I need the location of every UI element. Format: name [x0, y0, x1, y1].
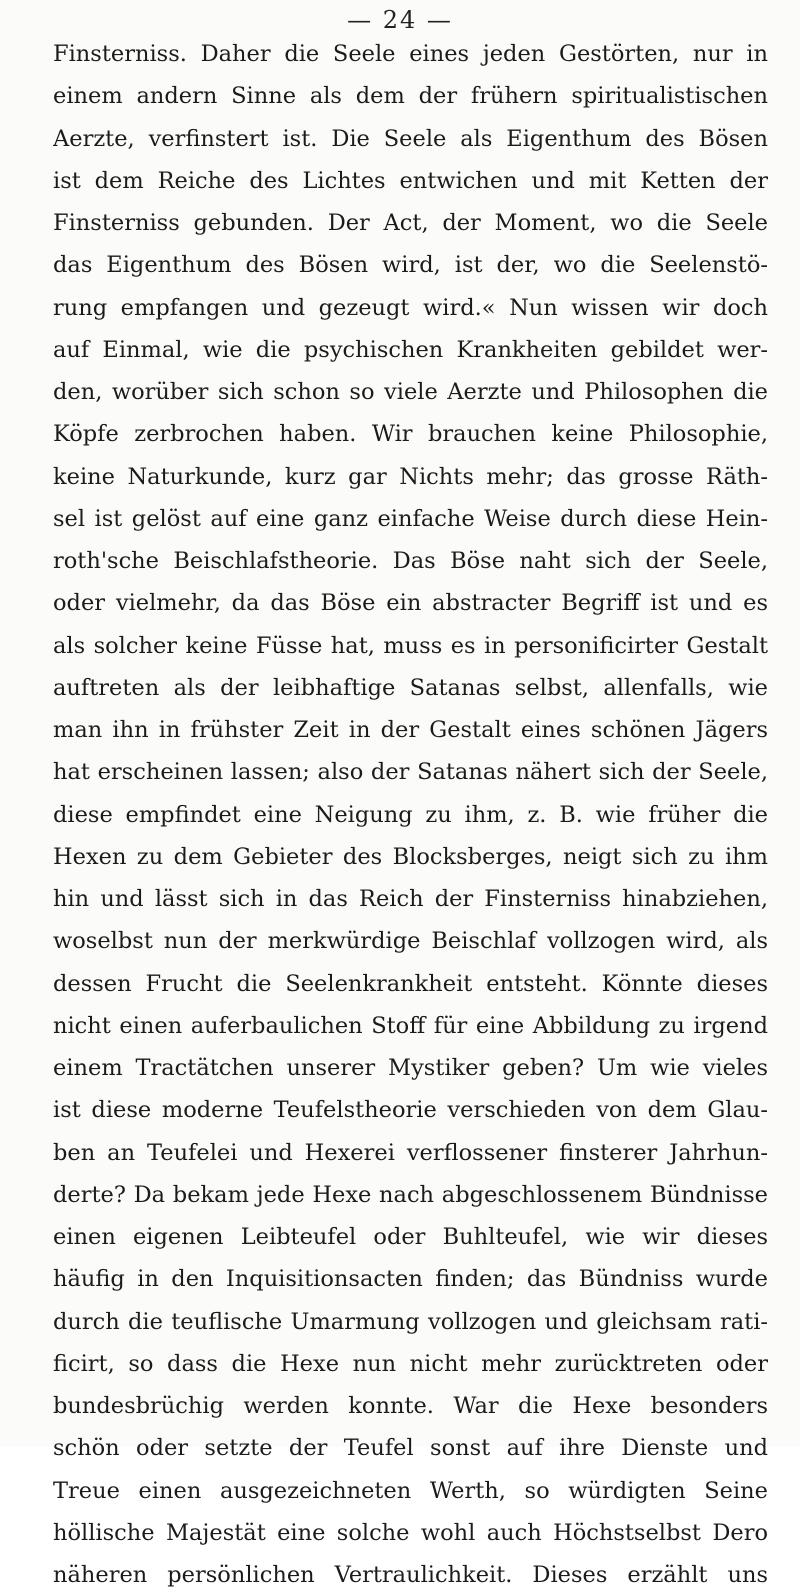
- text-line: auf Einmal, wie die psychischen Krankheiten gebildet wer-: [53, 336, 768, 363]
- text-line: als solcher keine Füsse hat, muss es in personificirter Gestalt: [53, 632, 768, 659]
- body-text: [53, 33, 768, 1596]
- text-line: oder vielmehr, da das Böse ein abstracter Begriff ist und es: [53, 590, 768, 617]
- text-line: Treue einen ausgezeichneten Werth, so würdigten Seine: [53, 1477, 768, 1504]
- text-line: durch die teuflische Umarmung vollzogen und gleichsam rati-: [53, 1308, 768, 1335]
- text-line: Finsterniss gebunden. Der Act, der Moment, wo die Seele: [53, 210, 768, 236]
- text-line: roth'sche Beischlafstheorie. Das Böse naht sich der Seele,: [53, 548, 768, 574]
- text-line: man ihn in frühster Zeit in der Gestalt eines schönen Jägers: [53, 717, 768, 743]
- text-line: woselbst nun der merkwürdige Beischlaf vollzogen wird, als: [53, 928, 768, 955]
- text-line: häufig in den Inquisitionsacten finden; das Bündniss wurde: [53, 1266, 768, 1293]
- text-line: dessen Frucht die Seelenkrankheit entsteht. Könnte dieses: [53, 970, 768, 997]
- text-line: näheren persönlichen Vertraulichkeit. Dieses erzählt uns: [53, 1562, 768, 1588]
- text-line: Finsterniss. Daher die Seele eines jeden Gestörten, nur in: [53, 41, 768, 67]
- text-line: schön oder setzte der Teufel sonst auf ihre Dienste und: [53, 1435, 768, 1462]
- text-line: höllische Majestät eine solche wohl auch Höchstselbst Dero: [53, 1519, 768, 1546]
- text-line: hat erscheinen lassen; also der Satanas nähert sich der Seele,: [53, 759, 768, 786]
- text-line: nicht einen auferbaulichen Stoff für eine Abbildung zu irgend: [53, 1012, 768, 1039]
- text-line: sel ist gelöst auf eine ganz einfache Weise durch diese Hein-: [53, 505, 768, 532]
- text-line: den, worüber sich schon so viele Aerzte und Philosophen die: [53, 379, 768, 405]
- text-line: bundesbrüchig werden konnte. War die Hexe besonders: [53, 1393, 768, 1419]
- text-line: ficirt, so dass die Hexe nun nicht mehr zurücktreten oder: [53, 1350, 768, 1377]
- text-line: diese empfindet eine Neigung zu ihm, z. B. wie früher die: [53, 801, 768, 828]
- text-line: einen eigenen Leibteufel oder Buhlteufel, wie wir dieses: [53, 1224, 768, 1250]
- text-line: einem Tractätchen unserer Mystiker geben? Um wie vieles: [53, 1055, 768, 1081]
- text-line: einem andern Sinne als dem der frühern spiritualistischen: [53, 83, 768, 110]
- text-line: ist diese moderne Teufelstheorie verschieden von dem Glau-: [53, 1097, 768, 1124]
- page-number: — 24 —: [347, 6, 453, 34]
- text-line: rung empfangen und gezeugt wird.« Nun wissen wir doch: [53, 294, 768, 321]
- text-line: ist dem Reiche des Lichtes entwichen und mit Ketten der: [53, 167, 768, 194]
- text-line: derte? Da bekam jede Hexe nach abgeschlossenem Bündnisse: [53, 1181, 768, 1208]
- text-line: Köpfe zerbrochen haben. Wir brauchen keine Philosophie,: [53, 421, 768, 448]
- text-line: hin und lässt sich in das Reich der Finsterniss hinabziehen,: [53, 886, 768, 912]
- text-line: das Eigenthum des Bösen wird, ist der, wo die Seelenstö-: [53, 252, 768, 279]
- text-line: Aerzte, verfinstert ist. Die Seele als Eigenthum des Bösen: [53, 125, 768, 152]
- text-line: Hexen zu dem Gebieter des Blocksberges, neigt sich zu ihm: [53, 843, 768, 870]
- text-line: auftreten als der leibhaftige Satanas selbst, allenfalls, wie: [53, 674, 768, 701]
- text-line: ben an Teufelei und Hexerei verflossener finsterer Jahrhun-: [53, 1139, 768, 1166]
- text-line: keine Naturkunde, kurz gar Nichts mehr; das grosse Räth-: [53, 463, 768, 490]
